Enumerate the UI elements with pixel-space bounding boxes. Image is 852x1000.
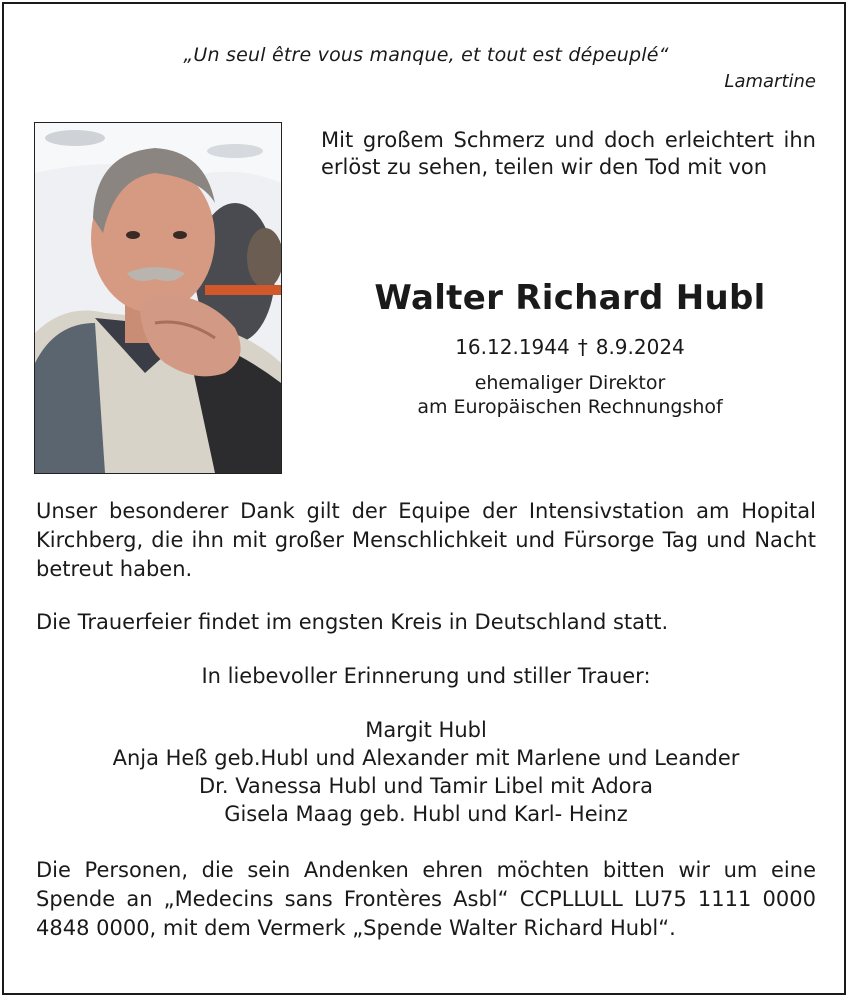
- role-line-2: am Europäischen Rechnungshof: [417, 396, 723, 418]
- intro-text: Mit großem Schmerz und doch erleichtert ihn erlöst zu sehen, teilen wir den Tod mit von: [321, 128, 816, 179]
- memory-line: In liebevoller Erinnerung und stiller Trauer:: [201, 664, 651, 688]
- role-block: [300, 371, 840, 419]
- deceased-name: Walter Richard Hubl: [374, 278, 766, 318]
- family-member: Anja Heß geb.Hubl und Alexander mit Marlene und Leander: [112, 746, 740, 770]
- family-member: Margit Hubl: [365, 718, 487, 742]
- role-line-1: ehemaliger Direktor: [474, 372, 666, 394]
- thanks-paragraph: Unser besonderer Dank gilt der Equipe der Intensivstation am Hopital Kirchberg, die ihn mit großer Menschlichkeit und Fürsorge Tag und Nacht betreut haben.: [36, 499, 816, 581]
- family-list: [36, 716, 816, 828]
- donation-paragraph: Die Personen, die sein Andenken ehren möchten bitten wir um eine Spende an „Medecins sans Frontères Asbl“ CCPLLULL LU75 1111 0000 4848 0000, mit dem Vermerk „Spende Walter Richard Hubl“.: [36, 858, 816, 940]
- life-dates: [300, 335, 840, 359]
- birth-date: 16.12.1944: [455, 335, 570, 359]
- family-member: Dr. Vanessa Hubl und Tamir Libel mit Adora: [198, 774, 654, 798]
- cross-icon: †: [577, 335, 588, 359]
- death-date: 8.9.2024: [595, 335, 685, 359]
- epigraph-author: Lamartine: [724, 71, 816, 92]
- epigraph-quote: „Un seul être vous manque, et tout est dépeuplé“: [183, 44, 669, 66]
- portrait-photo: [34, 122, 282, 474]
- family-member: Gisela Maag geb. Hubl und Karl- Heinz: [224, 802, 628, 826]
- ceremony-paragraph: Die Trauerfeier findet im engsten Kreis in Deutschland statt.: [36, 610, 669, 634]
